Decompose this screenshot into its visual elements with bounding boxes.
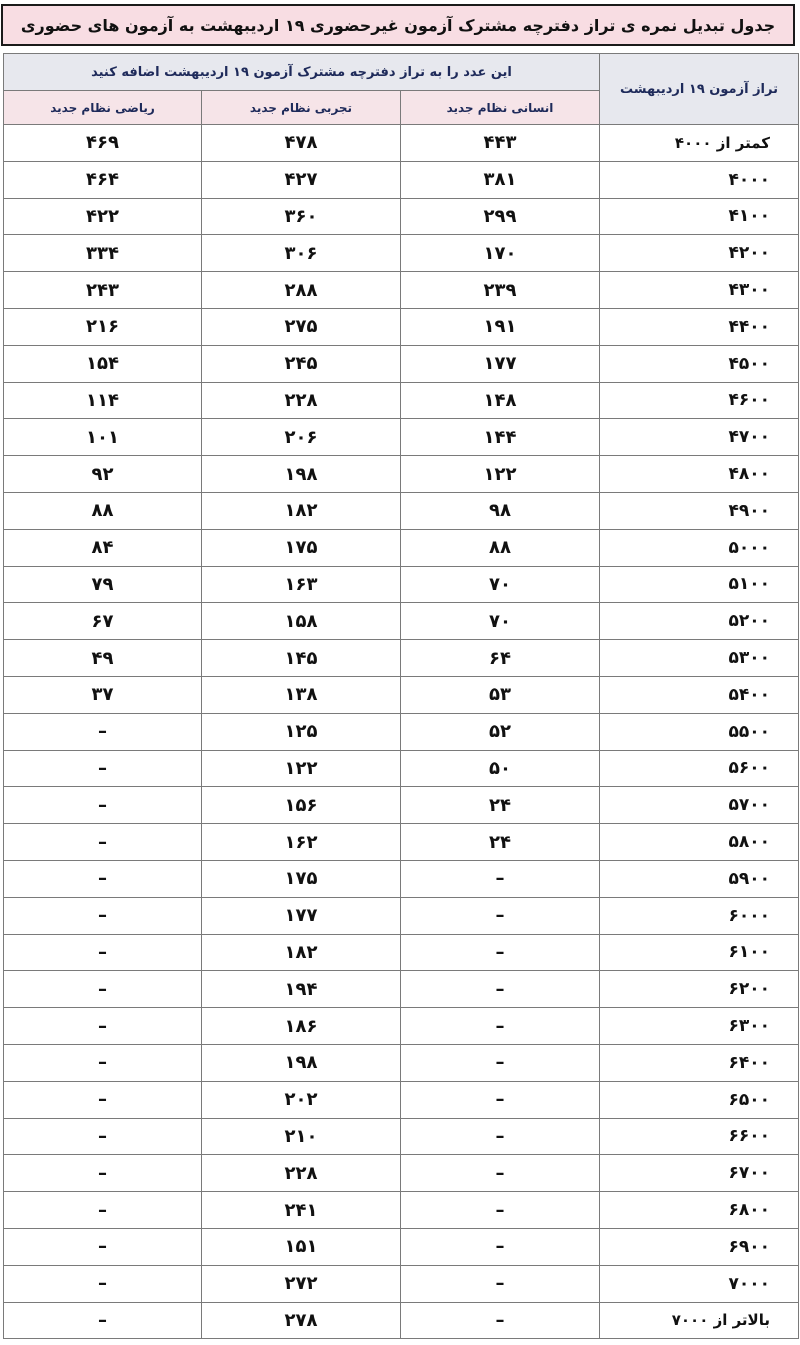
cell-riazi: ۳۳۴ xyxy=(4,235,202,272)
cell-riazi: ۴۲۲ xyxy=(4,198,202,235)
cell-tajrobi: ۲۲۸ xyxy=(202,382,401,419)
cell-ensani: – xyxy=(401,1081,600,1118)
cell-riazi: ۴۶۹ xyxy=(4,125,202,162)
cell-riazi: ۶۷ xyxy=(4,603,202,640)
table-title: جدول تبدیل نمره ی تراز دفترچه مشترک آزمون غیرحضوری ۱۹ اردیبهشت به آزمون های حضوری xyxy=(20,15,776,35)
cell-range: ۵۵۰۰ xyxy=(600,713,799,750)
table-row xyxy=(4,382,799,419)
cell-riazi: ۱۵۴ xyxy=(4,345,202,382)
cell-riazi: – xyxy=(4,1192,202,1229)
conversion-table xyxy=(3,53,799,1339)
table-row xyxy=(4,161,799,198)
cell-tajrobi: ۲۰۲ xyxy=(202,1081,401,1118)
cell-ensani: ۱۹۱ xyxy=(401,308,600,345)
cell-ensani: – xyxy=(401,1192,600,1229)
cell-range: ۴۷۰۰ xyxy=(600,419,799,456)
table-row xyxy=(4,1008,799,1045)
table-row xyxy=(4,1192,799,1229)
cell-riazi: – xyxy=(4,897,202,934)
cell-range: کمتر از ۴۰۰۰ xyxy=(600,125,799,162)
cell-range: ۵۸۰۰ xyxy=(600,824,799,861)
cell-tajrobi: ۱۸۲ xyxy=(202,492,401,529)
cell-ensani: – xyxy=(401,897,600,934)
cell-tajrobi: ۱۴۵ xyxy=(202,640,401,677)
cell-ensani: – xyxy=(401,860,600,897)
table-row xyxy=(4,1044,799,1081)
cell-range: ۵۷۰۰ xyxy=(600,787,799,824)
cell-ensani: – xyxy=(401,1044,600,1081)
table-row xyxy=(4,272,799,309)
cell-ensani: ۱۴۸ xyxy=(401,382,600,419)
cell-tajrobi: ۲۸۸ xyxy=(202,272,401,309)
cell-riazi: ۲۴۳ xyxy=(4,272,202,309)
cell-range: ۵۱۰۰ xyxy=(600,566,799,603)
cell-tajrobi: ۱۶۲ xyxy=(202,824,401,861)
table-row xyxy=(4,492,799,529)
cell-range: ۴۴۰۰ xyxy=(600,308,799,345)
cell-riazi: – xyxy=(4,824,202,861)
cell-tajrobi: ۱۹۴ xyxy=(202,971,401,1008)
cell-riazi: – xyxy=(4,860,202,897)
cell-ensani: ۱۷۷ xyxy=(401,345,600,382)
header-group: این عدد را به تراز دفترچه مشترک آزمون ۱۹ اردیبهشت اضافه کنید xyxy=(4,54,600,91)
header-range: تراز آزمون ۱۹ اردیبهشت xyxy=(600,54,799,125)
table-row xyxy=(4,787,799,824)
cell-tajrobi: ۴۷۸ xyxy=(202,125,401,162)
header-riazi: ریاضی نظام جدید xyxy=(4,91,202,125)
cell-riazi: – xyxy=(4,1265,202,1302)
cell-range: ۶۹۰۰ xyxy=(600,1228,799,1265)
table-row xyxy=(4,1155,799,1192)
cell-ensani: – xyxy=(401,971,600,1008)
table-row xyxy=(4,676,799,713)
cell-range: ۵۹۰۰ xyxy=(600,860,799,897)
cell-tajrobi: ۲۰۶ xyxy=(202,419,401,456)
cell-range: بالاتر از ۷۰۰۰ xyxy=(600,1302,799,1339)
table-row xyxy=(4,713,799,750)
cell-tajrobi: ۲۴۱ xyxy=(202,1192,401,1229)
cell-ensani: ۵۲ xyxy=(401,713,600,750)
cell-range: ۶۷۰۰ xyxy=(600,1155,799,1192)
cell-riazi: ۱۰۱ xyxy=(4,419,202,456)
table-row xyxy=(4,603,799,640)
cell-ensani: – xyxy=(401,1155,600,1192)
cell-tajrobi: ۲۷۲ xyxy=(202,1265,401,1302)
cell-tajrobi: ۲۲۸ xyxy=(202,1155,401,1192)
cell-tajrobi: ۱۸۶ xyxy=(202,1008,401,1045)
table-row xyxy=(4,566,799,603)
cell-ensani: ۱۴۴ xyxy=(401,419,600,456)
cell-tajrobi: ۳۶۰ xyxy=(202,198,401,235)
cell-range: ۴۱۰۰ xyxy=(600,198,799,235)
cell-riazi: – xyxy=(4,713,202,750)
cell-tajrobi: ۱۷۵ xyxy=(202,529,401,566)
table-row xyxy=(4,1081,799,1118)
cell-riazi: – xyxy=(4,1008,202,1045)
cell-tajrobi: ۱۷۷ xyxy=(202,897,401,934)
cell-tajrobi: ۱۸۲ xyxy=(202,934,401,971)
cell-ensani: – xyxy=(401,1228,600,1265)
cell-tajrobi: ۲۱۰ xyxy=(202,1118,401,1155)
cell-tajrobi: ۲۴۵ xyxy=(202,345,401,382)
cell-range: ۶۳۰۰ xyxy=(600,1008,799,1045)
cell-riazi: ۴۶۴ xyxy=(4,161,202,198)
cell-tajrobi: ۱۹۸ xyxy=(202,456,401,493)
cell-ensani: – xyxy=(401,1118,600,1155)
cell-ensani: ۵۰ xyxy=(401,750,600,787)
cell-riazi: ۸۸ xyxy=(4,492,202,529)
cell-range: ۴۶۰۰ xyxy=(600,382,799,419)
cell-ensani: ۷۰ xyxy=(401,603,600,640)
cell-ensani: ۹۸ xyxy=(401,492,600,529)
table-title-box xyxy=(1,4,795,46)
table-row xyxy=(4,419,799,456)
cell-range: ۴۲۰۰ xyxy=(600,235,799,272)
table-row xyxy=(4,860,799,897)
table-row xyxy=(4,125,799,162)
cell-ensani: – xyxy=(401,1008,600,1045)
cell-tajrobi: ۲۷۵ xyxy=(202,308,401,345)
cell-tajrobi: ۴۲۷ xyxy=(202,161,401,198)
cell-range: ۴۰۰۰ xyxy=(600,161,799,198)
cell-riazi: – xyxy=(4,1081,202,1118)
cell-riazi: ۱۱۴ xyxy=(4,382,202,419)
cell-ensani: – xyxy=(401,1265,600,1302)
cell-tajrobi: ۲۷۸ xyxy=(202,1302,401,1339)
cell-tajrobi: ۱۵۱ xyxy=(202,1228,401,1265)
cell-range: ۵۶۰۰ xyxy=(600,750,799,787)
cell-ensani: – xyxy=(401,934,600,971)
cell-ensani: ۲۴ xyxy=(401,787,600,824)
cell-riazi: ۸۴ xyxy=(4,529,202,566)
table-row xyxy=(4,198,799,235)
cell-riazi: – xyxy=(4,1228,202,1265)
cell-riazi: – xyxy=(4,1044,202,1081)
cell-riazi: ۳۷ xyxy=(4,676,202,713)
cell-riazi: – xyxy=(4,1118,202,1155)
cell-ensani: ۶۴ xyxy=(401,640,600,677)
cell-tajrobi: ۱۹۸ xyxy=(202,1044,401,1081)
cell-range: ۴۳۰۰ xyxy=(600,272,799,309)
cell-ensani: ۲۴ xyxy=(401,824,600,861)
cell-ensani: ۲۳۹ xyxy=(401,272,600,309)
cell-ensani: ۳۸۱ xyxy=(401,161,600,198)
cell-riazi: ۷۹ xyxy=(4,566,202,603)
cell-range: ۵۳۰۰ xyxy=(600,640,799,677)
cell-range: ۶۱۰۰ xyxy=(600,934,799,971)
cell-tajrobi: ۱۲۲ xyxy=(202,750,401,787)
table-row xyxy=(4,529,799,566)
cell-tajrobi: ۱۶۳ xyxy=(202,566,401,603)
cell-riazi: ۹۲ xyxy=(4,456,202,493)
cell-range: ۴۹۰۰ xyxy=(600,492,799,529)
table-row xyxy=(4,1265,799,1302)
table-row xyxy=(4,824,799,861)
table-row xyxy=(4,1118,799,1155)
cell-riazi: – xyxy=(4,787,202,824)
table-row xyxy=(4,971,799,1008)
cell-tajrobi: ۱۵۶ xyxy=(202,787,401,824)
cell-range: ۷۰۰۰ xyxy=(600,1265,799,1302)
cell-range: ۶۵۰۰ xyxy=(600,1081,799,1118)
cell-ensani: ۱۷۰ xyxy=(401,235,600,272)
cell-range: ۵۲۰۰ xyxy=(600,603,799,640)
cell-tajrobi: ۱۲۵ xyxy=(202,713,401,750)
cell-range: ۵۰۰۰ xyxy=(600,529,799,566)
cell-range: ۶۶۰۰ xyxy=(600,1118,799,1155)
cell-range: ۶۴۰۰ xyxy=(600,1044,799,1081)
cell-riazi: ۲۱۶ xyxy=(4,308,202,345)
cell-range: ۴۸۰۰ xyxy=(600,456,799,493)
cell-ensani: – xyxy=(401,1302,600,1339)
header-ensani: انسانی نظام جدید xyxy=(401,91,600,125)
table-row xyxy=(4,1302,799,1339)
cell-range: ۴۵۰۰ xyxy=(600,345,799,382)
cell-range: ۵۴۰۰ xyxy=(600,676,799,713)
table-row xyxy=(4,750,799,787)
table-row xyxy=(4,456,799,493)
table-row xyxy=(4,897,799,934)
cell-tajrobi: ۳۰۶ xyxy=(202,235,401,272)
table-row xyxy=(4,345,799,382)
cell-riazi: – xyxy=(4,934,202,971)
cell-tajrobi: ۱۵۸ xyxy=(202,603,401,640)
cell-ensani: ۲۹۹ xyxy=(401,198,600,235)
cell-range: ۶۲۰۰ xyxy=(600,971,799,1008)
cell-riazi: – xyxy=(4,1302,202,1339)
cell-tajrobi: ۱۳۸ xyxy=(202,676,401,713)
cell-riazi: – xyxy=(4,1155,202,1192)
cell-range: ۶۸۰۰ xyxy=(600,1192,799,1229)
table-row xyxy=(4,934,799,971)
cell-riazi: – xyxy=(4,750,202,787)
table-row xyxy=(4,1228,799,1265)
cell-range: ۶۰۰۰ xyxy=(600,897,799,934)
cell-riazi: – xyxy=(4,971,202,1008)
cell-ensani: ۸۸ xyxy=(401,529,600,566)
header-tajrobi: تجربی نظام جدید xyxy=(202,91,401,125)
cell-tajrobi: ۱۷۵ xyxy=(202,860,401,897)
table-body xyxy=(4,125,799,1339)
cell-ensani: ۷۰ xyxy=(401,566,600,603)
table-row xyxy=(4,308,799,345)
cell-ensani: ۴۴۳ xyxy=(401,125,600,162)
cell-ensani: ۱۲۲ xyxy=(401,456,600,493)
table-row xyxy=(4,235,799,272)
cell-riazi: ۴۹ xyxy=(4,640,202,677)
table-row xyxy=(4,640,799,677)
cell-ensani: ۵۳ xyxy=(401,676,600,713)
